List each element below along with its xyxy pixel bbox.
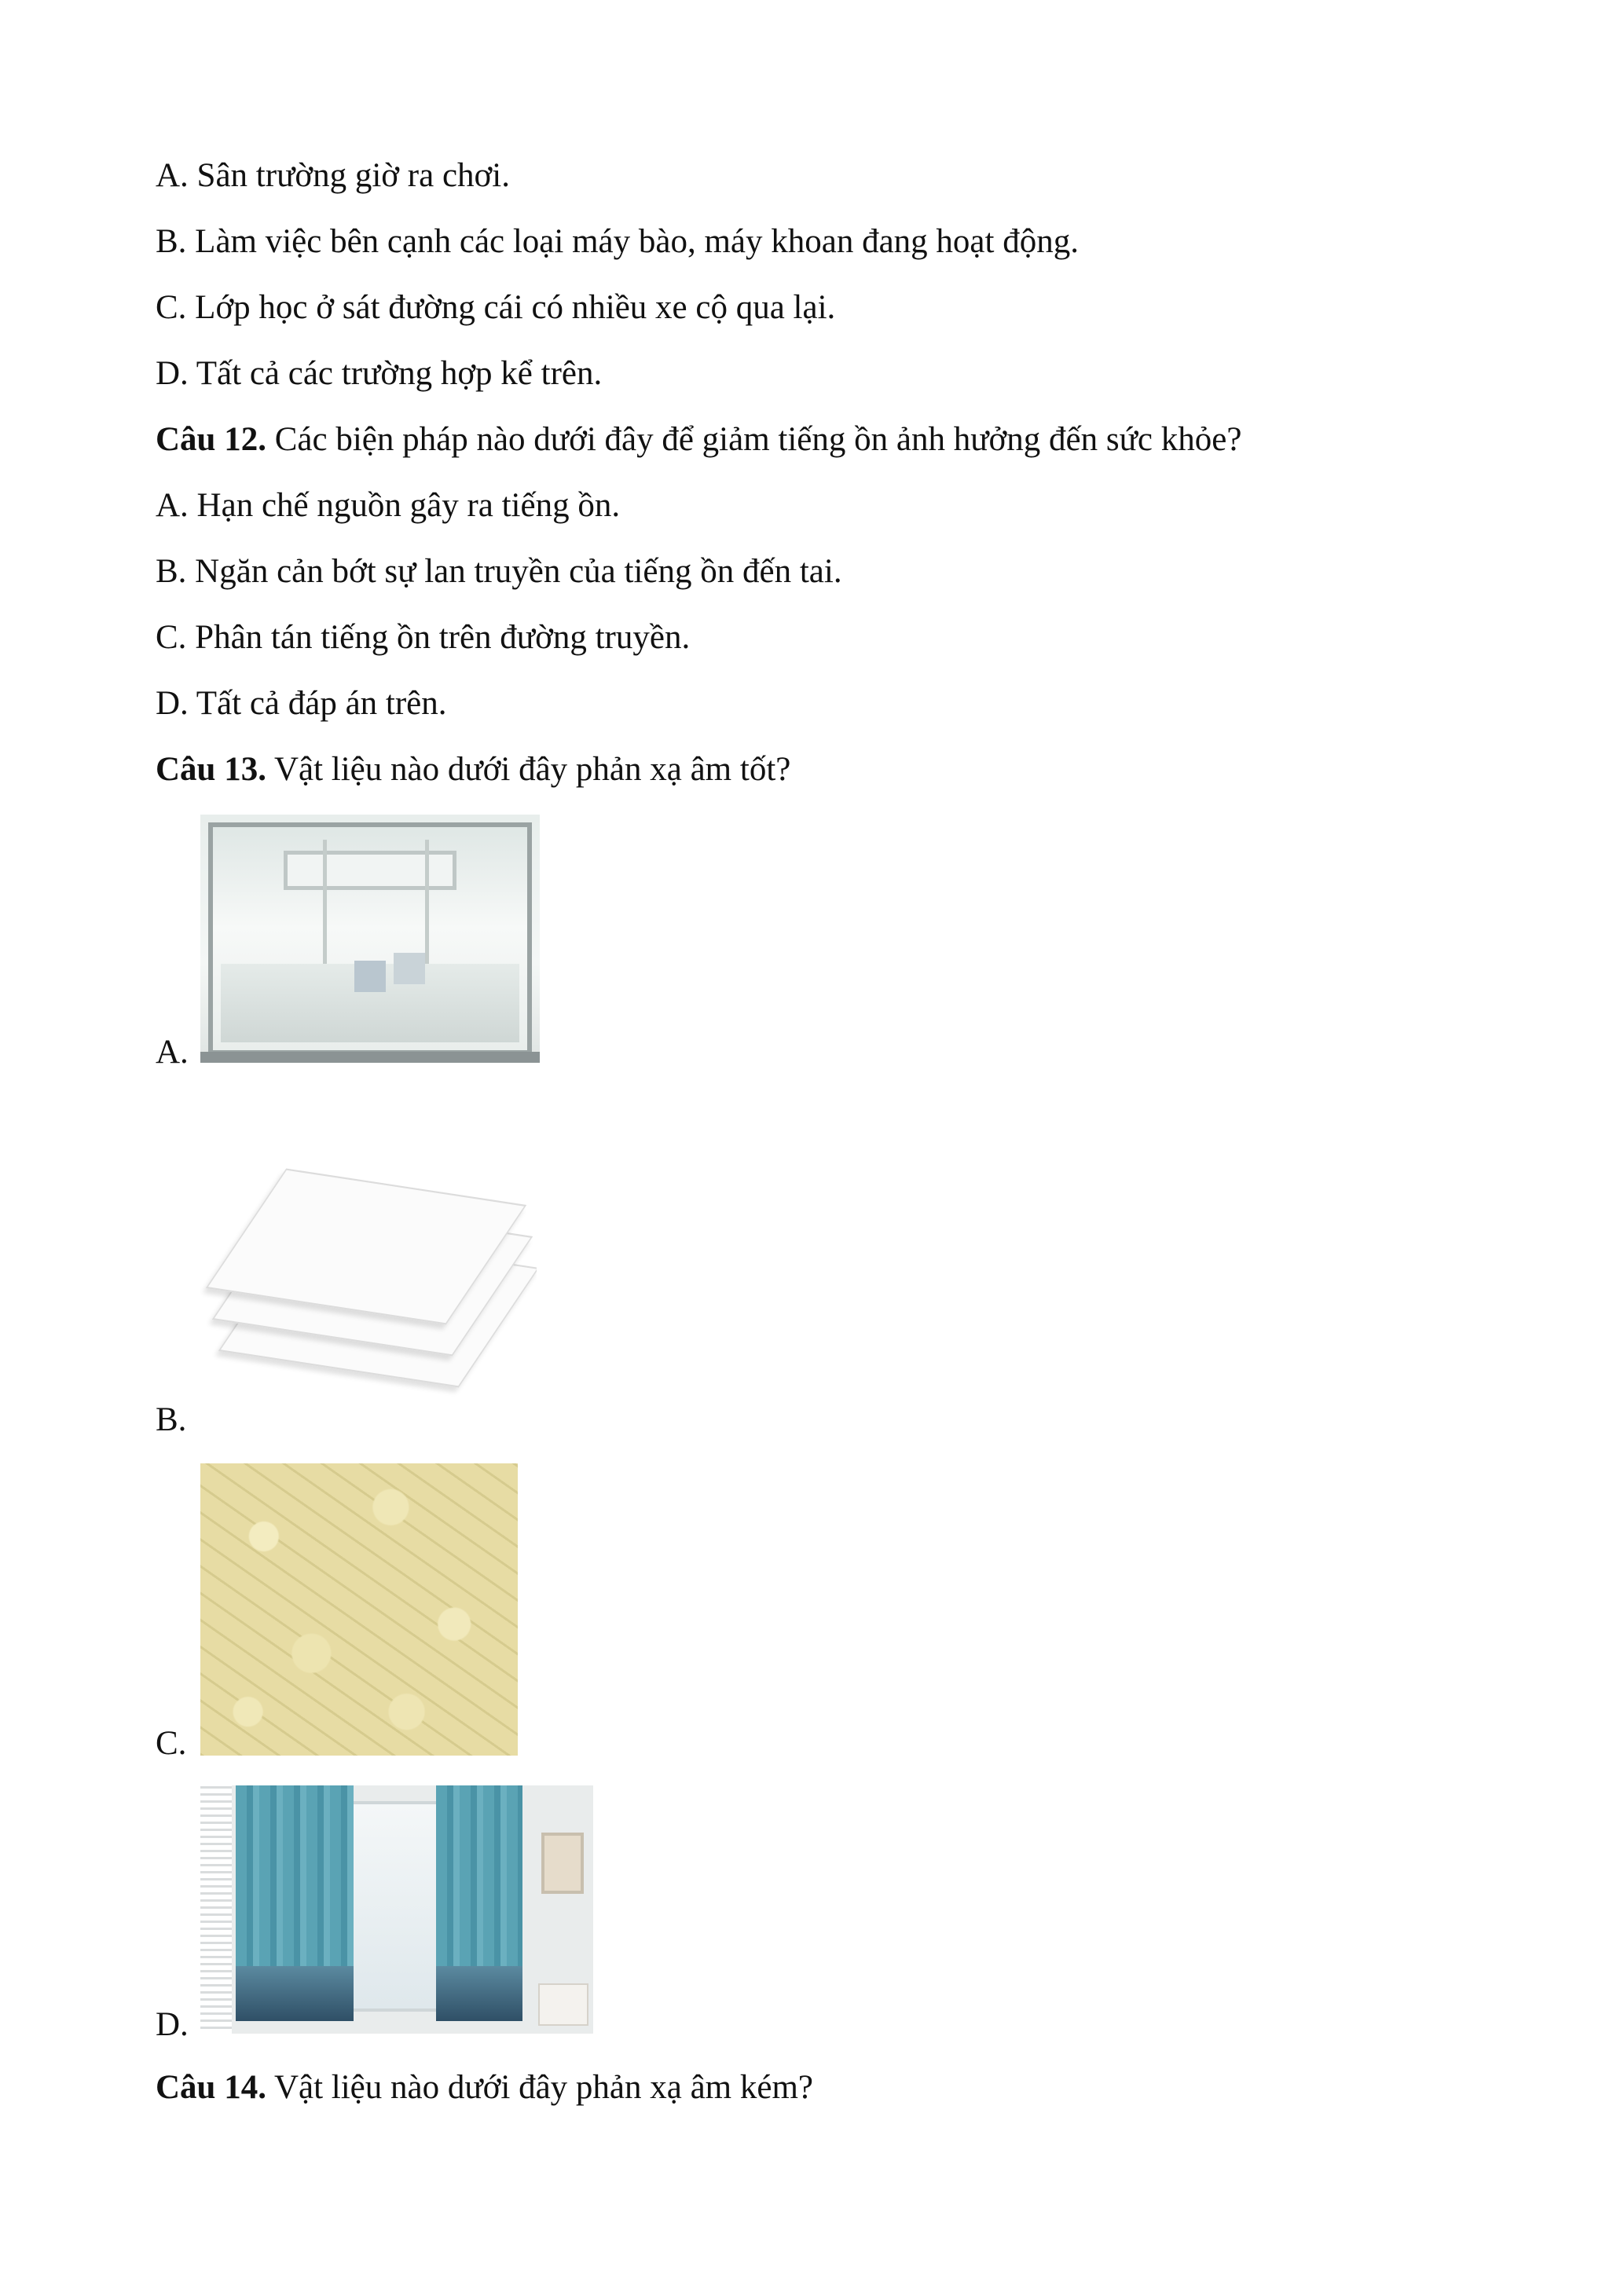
q12-option-c: C. Phân tán tiếng ồn trên đường truyền. <box>156 619 691 656</box>
q12-question <box>156 419 1241 460</box>
textured-wall-image <box>200 1463 518 1756</box>
q13-option-b-label: B. <box>156 1401 187 1438</box>
q14-text: Vật liệu nào dưới đây phản xạ âm kém? <box>266 2069 813 2106</box>
q13-question <box>156 749 790 790</box>
q11-option-b: B. Làm việc bên cạnh các loại máy bào, máy khoan đang hoạt động. <box>156 223 1079 260</box>
q13-label: Câu 13. <box>156 751 266 788</box>
q14-question <box>156 2067 813 2108</box>
glass-door-image <box>200 815 540 1063</box>
q12-option-a: A. Hạn chế nguồn gây ra tiếng ồn. <box>156 487 621 524</box>
q11-option-a: A. Sân trường giờ ra chơi. <box>156 157 510 194</box>
curtain-image <box>200 1785 593 2034</box>
q12-option-d: D. Tất cả đáp án trên. <box>156 685 447 722</box>
q12-label: Câu 12. <box>156 421 266 458</box>
foam-sheets-image <box>192 1155 537 1416</box>
q13-text: Vật liệu nào dưới đây phản xạ âm tốt? <box>266 751 791 788</box>
q11-option-c: C. Lớp học ở sát đường cái có nhiều xe cộ qua lại. <box>156 289 836 326</box>
q12-text: Các biện pháp nào dưới đây để giảm tiếng ồn ảnh hưởng đến sức khỏe? <box>266 421 1242 458</box>
q12-option-b: B. Ngăn cản bớt sự lan truyền của tiếng ồn đến tai. <box>156 553 842 590</box>
q14-label: Câu 14. <box>156 2069 266 2106</box>
q13-option-a-label: A. <box>156 1034 189 1071</box>
q11-option-d: D. Tất cả các trường hợp kể trên. <box>156 355 603 392</box>
q13-option-c-label: C. <box>156 1725 187 1762</box>
q13-option-d-label: D. <box>156 2006 189 2043</box>
